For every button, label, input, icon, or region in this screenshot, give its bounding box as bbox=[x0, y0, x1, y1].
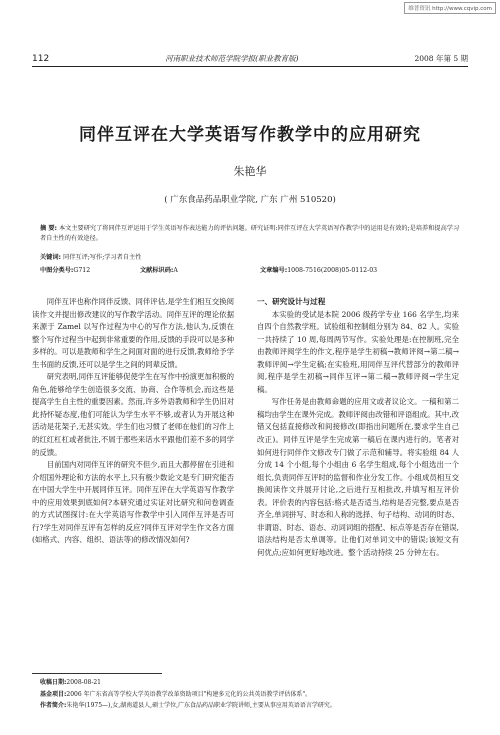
clc-number: 中图分类号:G712 bbox=[40, 267, 91, 274]
section-heading: 一、研究设计与过程 bbox=[257, 297, 326, 306]
author-bio: 作者简介:朱艳华(1975—),女,湖南道县人,硕士学位,广东食品药品职业学院讲师,主要从事应用英语语言学研究。 bbox=[40, 702, 336, 709]
abstract-text: 本文主要研究了将同伴互评运用于学生英语写作表达能力的评估问题。研究证明:同伴互评在大学英语写作教学中的运用是有效的;是培养和提高学习者自主性的有效途径。 bbox=[40, 225, 460, 242]
keywords-label: 关键词: bbox=[40, 254, 62, 261]
journal-name: 河南职业技术师范学院学报(职业教育版) bbox=[165, 54, 299, 63]
document-code: 文献标识码:A bbox=[140, 267, 178, 274]
classification-row bbox=[40, 265, 460, 274]
keywords bbox=[40, 253, 460, 263]
right-column bbox=[257, 296, 459, 721]
author-name: 朱艳华 bbox=[233, 165, 267, 178]
body-paragraph: 目前国内对同伴互评的研究不但少,而且大都停留在引进和介绍国外理论和方法的水平上,只有极少数论文是专门研究能否在中国大学生中开展同伴互评。同伴互评在大学英语写作教学中的应用效果到底如何?本研究通过实证对比研究和问卷调查的方式试图探讨:在大学英语写作教学中引入同伴互评是否可行?学生对同伴互评有怎样的反应?同伴互评对学生作文各方面(如格式、内容、组织、语法等)的修改情况如何? bbox=[32, 460, 234, 545]
footnote-divider bbox=[32, 673, 162, 674]
watermark: 维普资讯 http://www.cqvip.com bbox=[404, 2, 496, 14]
article-title: 同伴互评在大学英语写作教学中的应用研究 bbox=[79, 125, 421, 145]
author-affiliation: ( 广东食品药品职业学院, 广东 广州 510520) bbox=[164, 195, 336, 205]
article-number: 文章编号:1008-7516(2008)05-0112-03 bbox=[260, 267, 378, 274]
received-date: 收稿日期:2008-08-21 bbox=[40, 679, 101, 686]
running-header bbox=[32, 50, 468, 67]
abstract-label: 摘 要: bbox=[40, 225, 58, 232]
abstract bbox=[40, 224, 460, 244]
body-paragraph: 同伴互评也称作同伴反馈、同伴评估,是学生们相互交换阅读作文并提出修改建议的写作教学活动。同伴互评的理论依据来源于 Zamel 以写作过程为中心的写作方法,他认为,反馈在整个写作过程当中起到非常重要的作用,反馈的手段可以是多种多样的。可以是教师和学生之间面对面的进行反馈,教师给予学生书面的反馈,还可以是学生之间的同辈反馈。 bbox=[32, 297, 234, 369]
fund-note: 基金项目:2006 年广东省高等学校大学英语教学改革资助项目"构建多元化的公共英语教学评估体系"。 bbox=[40, 690, 312, 698]
body-paragraph: 研究表明,同伴互评能够促使学生在写作中扮演更加积极的角色,能够给学生创造很多交流、协商、合作等机会,而这些是提高学生自主性的重要因素。然而,许多外语教师和学生仍旧对此持怀疑态度,他们可能认为学生水平不够,或者认为开展这种活动是花架子,无甚实效。学生们也习惯了老师在他们的习作上的红红杠杠或者批注,不屑于那些来话水平跟他们差不多的同学的反馈。 bbox=[32, 372, 234, 457]
left-column bbox=[32, 296, 234, 721]
keywords-text: 同伴互评;写作;学习者自主性 bbox=[63, 254, 142, 261]
footnotes bbox=[40, 677, 480, 712]
page-number: 112 bbox=[32, 54, 50, 64]
body-paragraph: 本实验的受试是本院 2006 级药学专业 166 名学生,均来自四个自然教学班。试验组和控制组分别为 84、82 人。实验一共持续了 10 周,每周两节写作。实验处理是:在控制班,完全由教师评阅学生的作文,程序是学生初稿→教师评阅→第二稿→教师评阅→学生定稿;在实验班,用同伴互评代替部分的教师评阅,程序是学生初稿→同伴互评→第二稿→教师评阅→学生定稿。 bbox=[257, 309, 459, 394]
issue-label: 2008 年第 5 期 bbox=[414, 54, 468, 63]
body-paragraph: 写作任务是由教师命题的应用文或者议论文。一稿和第二稿均由学生在课外完成。教师评阅由改错和评语组成。其中,改错又包括直接修改和间接修改(即指出问题所在,要求学生自己改正)。同伴互评是学生完成第一稿后在课内进行的。笔者对如何进行同伴作文修改专门做了示范和辅导。将实验组 84 人分成 14 个小组,每个小组由 6 名学生组成,每个小组选出一个组长,负责同伴互评时的监督和作业分发工作。小组成员相互交换阅读作文并展开讨论,之后进行互相批改,并填写相互评价表。评价表的内容包括:格式是否适当,结构是否完整,要点是否齐全,单词拼写、时态和人称的选择、句子结构、动词的时态、非谓语、时态、语态、动词词组的搭配、标点等是否存在错误,语法结构是否太单调等。让他们对单词文中的错误;该短文有何优点;应如何更好地改进。整个活动持续 25 分钟左右。 bbox=[257, 397, 459, 557]
